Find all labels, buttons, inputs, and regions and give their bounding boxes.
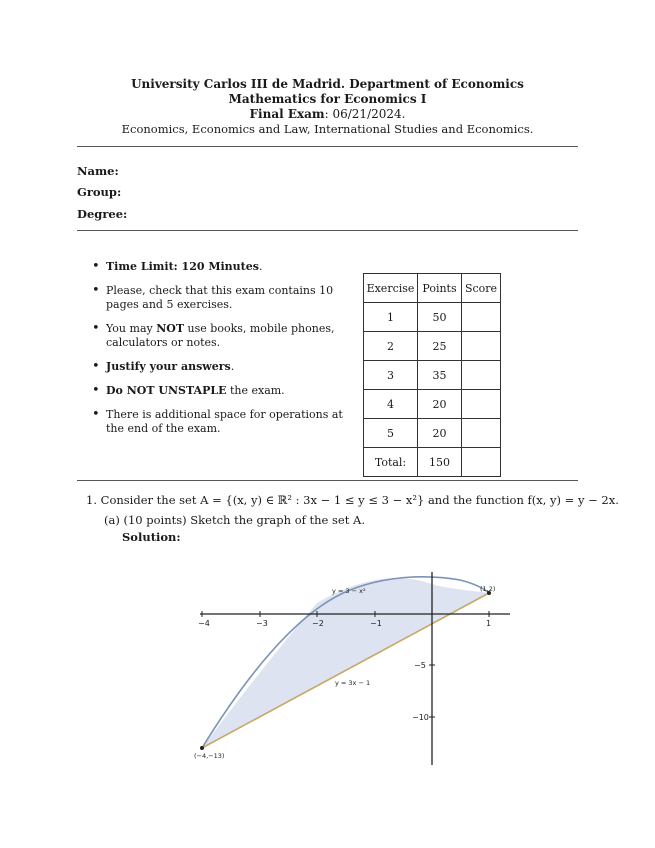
header-course: Mathematics for Economics I — [228, 92, 427, 106]
points-cell: 20 — [418, 390, 462, 419]
line-label: y = 3x − 1 — [335, 679, 371, 687]
curve-label: y = 3 − x² — [332, 587, 366, 595]
header-exam — [0, 107, 655, 121]
header-exercise: Exercise — [364, 274, 418, 303]
exercise-cell: 2 — [364, 332, 418, 361]
total-label: Total: — [364, 448, 418, 477]
exam-label: Final Exam — [249, 107, 325, 121]
x-tick-label: −1 — [370, 619, 382, 628]
x-tick-label: −4 — [198, 619, 210, 628]
score-cell[interactable] — [462, 303, 501, 332]
divider-bottom — [77, 480, 578, 481]
table-row — [364, 390, 501, 419]
divider-top — [77, 146, 578, 147]
exercise-cell: 3 — [364, 361, 418, 390]
region-graph — [180, 570, 520, 770]
instructions-list — [92, 260, 354, 446]
header-points: Points — [418, 274, 462, 303]
total-score[interactable] — [462, 448, 501, 477]
table-row — [364, 361, 501, 390]
instruction-unstaple: • Do NOT UNSTAPLE the exam. — [92, 384, 354, 398]
x-tick-label: −2 — [312, 619, 324, 628]
question-part-a: (a) (10 points) Sketch the graph of the set A. — [104, 513, 365, 527]
exercise-cell: 4 — [364, 390, 418, 419]
header-degrees: Economics, Economics and Law, International Studies and Economics. — [121, 122, 534, 136]
instruction-materials: • You may NOT use books, mobile phones, calculators or notes. — [92, 322, 354, 350]
table-total-row — [364, 448, 501, 477]
total-points: 150 — [418, 448, 462, 477]
y-tick-label: −5 — [414, 661, 426, 670]
instruction-space: • There is additional space for operations at the end of the exam. — [92, 408, 354, 436]
exam-date: : 06/21/2024. — [324, 107, 406, 121]
x-tick-label: 1 — [486, 619, 492, 628]
header-university: University Carlos III de Madrid. Department of Economics — [131, 77, 524, 91]
instruction-pages: • Please, check that this exam contains 10 pages and 5 exercises. — [92, 284, 354, 312]
grades-table — [363, 273, 501, 477]
region-fill — [202, 578, 492, 748]
table-row — [364, 332, 501, 361]
question-text: Consider the set A = {(x, y) ∈ ℝ² : 3x − 1 ≤ y ≤ 3 − x²} and the function f(x, y) = y − 2x. — [100, 493, 619, 507]
point-label-neg4-neg13: (−4,−13) — [194, 752, 225, 760]
question-1 — [86, 493, 619, 507]
divider-middle — [77, 230, 578, 231]
instruction-time: • Time Limit: 120 Minutes. — [92, 260, 354, 274]
intersection-point-neg4-neg13 — [200, 746, 204, 750]
solution-label: Solution: — [122, 530, 181, 544]
score-cell[interactable] — [462, 390, 501, 419]
table-header-row — [364, 274, 501, 303]
table-row — [364, 303, 501, 332]
points-cell: 20 — [418, 419, 462, 448]
exercise-cell: 5 — [364, 419, 418, 448]
name-field-label: Name: — [77, 164, 119, 178]
y-tick-label: −10 — [412, 713, 429, 722]
score-cell[interactable] — [462, 332, 501, 361]
points-cell: 35 — [418, 361, 462, 390]
score-cell[interactable] — [462, 361, 501, 390]
point-label-1-2: (1,2) — [480, 585, 496, 593]
points-cell: 25 — [418, 332, 462, 361]
header-score: Score — [462, 274, 501, 303]
degree-field-label: Degree: — [77, 207, 128, 221]
x-tick-label: −3 — [256, 619, 268, 628]
group-field-label: Group: — [77, 185, 122, 199]
score-cell[interactable] — [462, 419, 501, 448]
exercise-cell: 1 — [364, 303, 418, 332]
instruction-justify: • Justify your answers. — [92, 360, 354, 374]
table-row — [364, 419, 501, 448]
points-cell: 50 — [418, 303, 462, 332]
question-number: 1. — [86, 493, 97, 507]
